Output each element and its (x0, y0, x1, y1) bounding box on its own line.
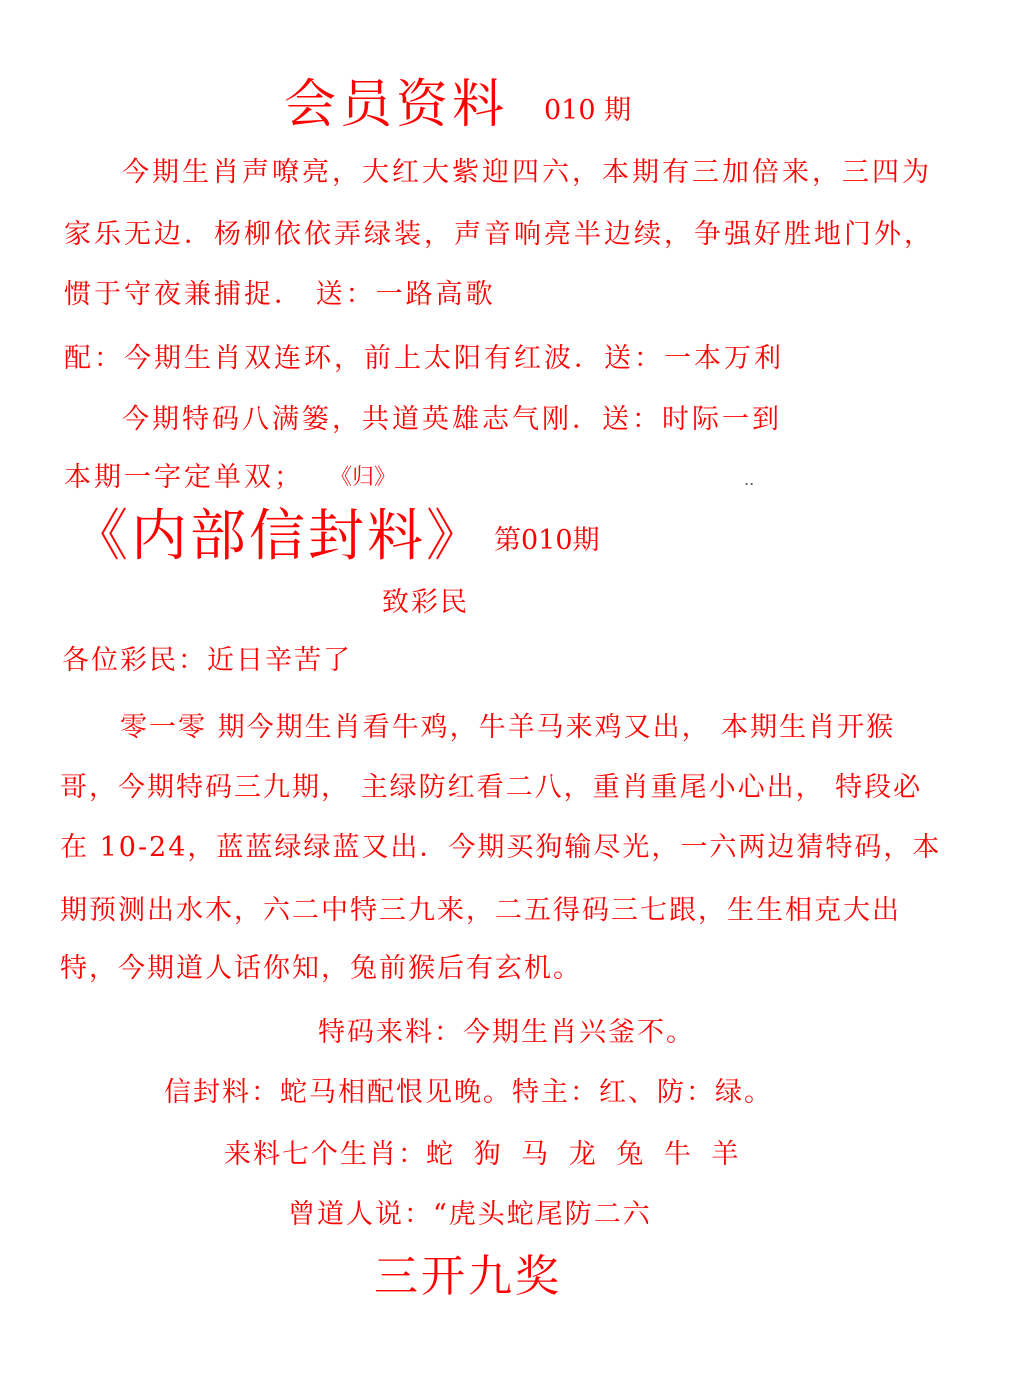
single-even-value: 《归》 (330, 465, 397, 490)
member-info-issue: 010 期 (544, 95, 632, 126)
greeting: 各位彩民：近日辛苦了 (62, 645, 352, 676)
section2-line-4: 期预测出水木，六二中特三九来，二五得码三七跟，生生相克大出 (60, 895, 901, 926)
taoist-says: 曾道人说：“虎头蛇尾防二六 (288, 1199, 652, 1230)
section1-line-1: 今期生肖声嘹亮，大红大紫迎四六，本期有三加倍来，三四为 (122, 157, 932, 188)
member-info-title: 会员资料 (284, 75, 509, 135)
section1-line-3: 惯于守夜兼捕捉． 送：一路高歌 (64, 279, 496, 310)
section1-line-5: 今期特码八满篓，共道英雄志气刚．送：时际一到 (122, 404, 782, 435)
section1-line-2: 家乐无边．杨柳依依弄绿装，声音响亮半边续，争强好胜地门外， (64, 219, 934, 250)
seven-zodiacs-label: 来料七个生肖： (224, 1139, 427, 1170)
seven-zodiacs: 蛇 狗 马 龙 兔 牛 羊 (426, 1139, 745, 1170)
section1-line-4: 配：今期生肖双连环，前上太阳有红波．送：一本万利 (64, 343, 784, 374)
section2-line-2: 哥，今期特码三九期， 主绿防红看二八，重肖重尾小心出， 特段必 (60, 772, 923, 803)
dots: .. (744, 470, 755, 489)
section2-line-1: 零一零 期今期生肖看牛鸡，牛羊马来鸡又出， 本期生肖开猴 (120, 712, 896, 743)
section2-line-5: 特，今期道人话你知，兔前猴后有玄机。 (60, 953, 582, 984)
envelope-title: 《内部信封料》 (72, 504, 485, 569)
single-even-label: 本期一字定单双； (64, 462, 304, 493)
salutation-title: 致彩民 (382, 587, 469, 618)
special-source: 特码来料：今期生肖兴釜不。 (318, 1017, 695, 1048)
envelope-info: 信封料：蛇马相配恨见晚。特主：红、防：绿。 (164, 1077, 773, 1108)
envelope-issue: 第010期 (494, 525, 600, 556)
final-title: 三开九奖 (374, 1251, 562, 1302)
section2-line-3: 在 10-24，蓝蓝绿绿蓝又出．今期买狗输尽光，一六两边猜特码，本 (60, 832, 942, 863)
